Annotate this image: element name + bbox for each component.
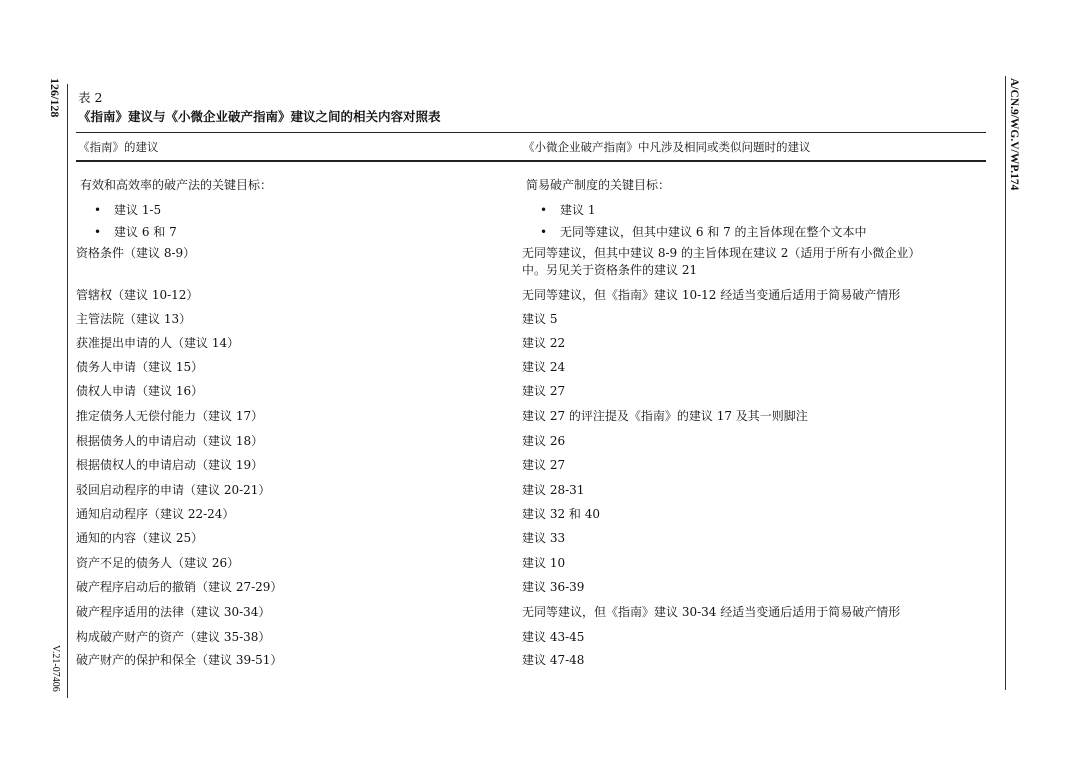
row-right: 建议 27 xyxy=(522,458,566,472)
row-left: 根据债务人的申请启动（建议 18） xyxy=(76,434,264,448)
row-left: 驳回启动程序的申请（建议 20-21） xyxy=(76,483,271,497)
row-right: 建议 22 xyxy=(522,336,566,350)
column-header-msme-guide: 《小微企业破产指南》中凡涉及相同或类似问题时的建议 xyxy=(523,140,811,154)
row-left: 主管法院（建议 13） xyxy=(76,312,192,326)
row-left: 资格条件（建议 8-9） xyxy=(76,246,196,260)
bullet-right-1: • 建议 1 xyxy=(560,202,595,218)
row-right: 无同等建议，但《指南》建议 10-12 经适当变通后适用于简易破产情形 xyxy=(522,288,901,302)
row-left: 资产不足的债务人（建议 26） xyxy=(76,556,240,570)
column-header-guide: 《指南》的建议 xyxy=(78,140,159,154)
row-left: 债务人申请（建议 15） xyxy=(76,360,204,374)
row-right: 建议 33 xyxy=(522,531,566,545)
row-right: 建议 26 xyxy=(522,434,566,448)
row-right: 建议 47-48 xyxy=(522,653,585,667)
row-right: 建议 27 的评注提及《指南》的建议 17 及其一则脚注 xyxy=(522,409,808,423)
page-number: 126/128 xyxy=(48,78,62,118)
row-right: 无同等建议，但《指南》建议 30-34 经适当变通后适用于简易破产情形 xyxy=(522,605,901,619)
row-left: 破产程序适用的法律（建议 30-34） xyxy=(76,605,271,619)
row-right: 建议 10 xyxy=(522,556,566,570)
row-right: 建议 28-31 xyxy=(522,483,585,497)
row-right: 建议 24 xyxy=(522,360,566,374)
row-left: 债权人申请（建议 16） xyxy=(76,384,204,398)
table-label: 表 2 xyxy=(78,90,103,105)
row-right: 建议 32 和 40 xyxy=(522,507,600,521)
table-title: 《指南》建议与《小微企业破产指南》建议之间的相关内容对照表 xyxy=(78,109,441,124)
job-number: V.21-07406 xyxy=(50,645,61,692)
row-right: 无同等建议，但其中建议 8-9 的主旨体现在建议 2（适用于所有小微企业） xyxy=(522,246,921,260)
row-right: 建议 43-45 xyxy=(522,630,585,644)
intro-right: 简易破产制度的关键目标： xyxy=(526,178,671,192)
row-left: 构成破产财产的资产（建议 35-38） xyxy=(76,630,271,644)
row-right-continued: 中。另见关于资格条件的建议 21 xyxy=(522,263,698,277)
right-margin-rule xyxy=(1005,76,1006,690)
row-right: 建议 36-39 xyxy=(522,580,585,594)
row-right: 建议 27 xyxy=(522,384,566,398)
row-left: 破产财产的保护和保全（建议 39-51） xyxy=(76,653,283,667)
row-left: 管辖权（建议 10-12） xyxy=(76,288,199,302)
row-right: 建议 5 xyxy=(522,312,558,326)
row-left: 推定债务人无偿付能力（建议 17） xyxy=(76,409,264,423)
bullet-right-2: • 无同等建议，但其中建议 6 和 7 的主旨体现在整个文本中 xyxy=(560,224,867,240)
bullet-left-1: • 建议 1-5 xyxy=(114,202,161,218)
left-margin-rule xyxy=(67,84,68,698)
table-header-rule xyxy=(76,160,986,162)
row-left: 根据债权人的申请启动（建议 19） xyxy=(76,458,264,472)
row-left: 通知的内容（建议 25） xyxy=(76,531,204,545)
row-left: 通知启动程序（建议 22-24） xyxy=(76,507,235,521)
intro-left: 有效和高效率的破产法的关键目标： xyxy=(80,178,273,192)
bullet-left-2: • 建议 6 和 7 xyxy=(114,224,177,240)
row-left: 破产程序启动后的撤销（建议 27-29） xyxy=(76,580,283,594)
table-top-rule xyxy=(76,132,986,133)
row-left: 获准提出申请的人（建议 14） xyxy=(76,336,240,350)
document-symbol: A/CN.9/WG.V/WP.174 xyxy=(1008,78,1020,191)
